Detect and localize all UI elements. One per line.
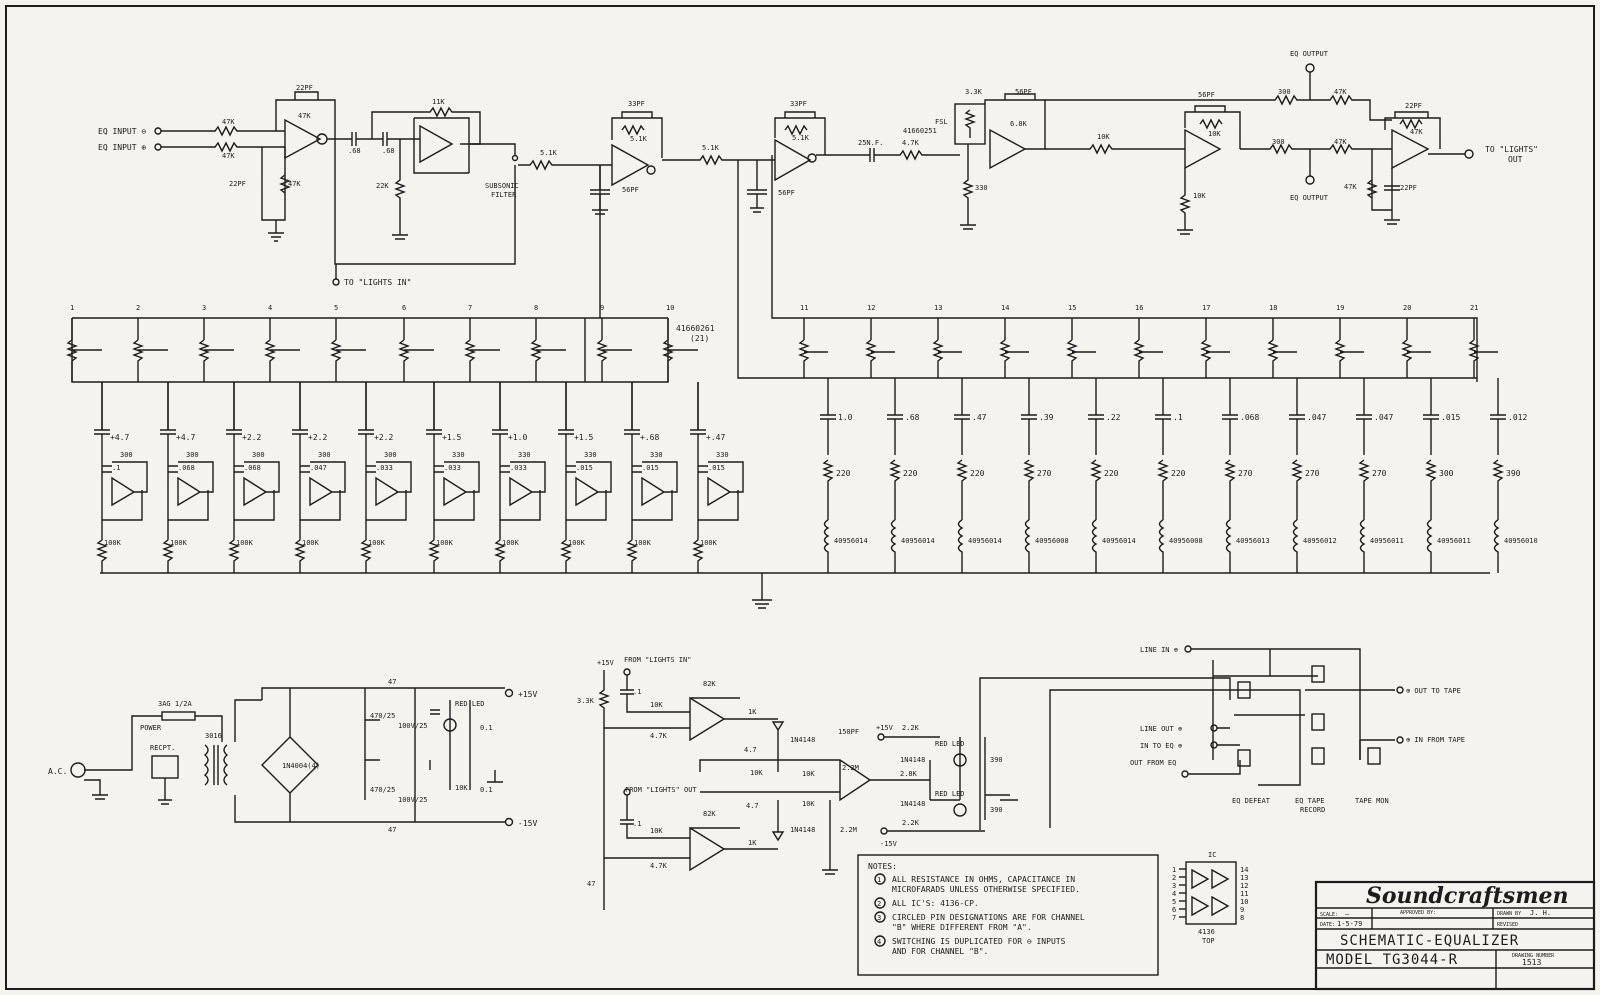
eq-band-17 xyxy=(1202,304,1270,573)
svg-text:47: 47 xyxy=(388,678,397,686)
band-res-value: 220 xyxy=(970,469,985,478)
svg-text:390: 390 xyxy=(990,756,1003,764)
eq-bands-right xyxy=(800,304,1538,573)
band-cap-value: .012 xyxy=(1508,413,1528,422)
svg-text:10K: 10K xyxy=(802,800,815,808)
svg-text:10K: 10K xyxy=(1097,133,1110,141)
svg-text:5.1K: 5.1K xyxy=(540,149,557,157)
band-number: 17 xyxy=(1202,304,1211,312)
band-cap-value: +1.5 xyxy=(574,433,594,442)
band-res-value: 390 xyxy=(1506,469,1521,478)
note-line: AND FOR CHANNEL "B". xyxy=(892,947,989,956)
svg-text:12: 12 xyxy=(1240,882,1249,890)
drawing-title: SCHEMATIC-EQUALIZER xyxy=(1340,933,1520,949)
svg-text:5.1K: 5.1K xyxy=(630,135,647,143)
svg-text:2: 2 xyxy=(1172,874,1177,882)
band-cap-value: +1.5 xyxy=(442,433,462,442)
svg-text:DATE:: DATE: xyxy=(1320,922,1336,928)
in-from-tape-label: ⊕ IN FROM TAPE xyxy=(1406,736,1466,744)
svg-text:47: 47 xyxy=(587,880,596,888)
eq-band-12 xyxy=(867,304,935,573)
svg-text:4: 4 xyxy=(1172,890,1177,898)
eq-band-4 xyxy=(266,304,345,573)
svg-text:IC: IC xyxy=(1208,851,1217,859)
eq-band-6 xyxy=(400,304,479,573)
band-res-value: 270 xyxy=(1372,469,1387,478)
opamp-input xyxy=(285,120,320,158)
svg-text:10K: 10K xyxy=(650,827,663,835)
eq-band-8 xyxy=(532,304,611,573)
band-number: 1 xyxy=(70,304,75,312)
band-number: 12 xyxy=(867,304,876,312)
svg-text:56PF: 56PF xyxy=(622,186,639,194)
svg-text:RECPT.: RECPT. xyxy=(150,744,176,752)
svg-text:(21): (21) xyxy=(690,334,710,343)
svg-text:11: 11 xyxy=(1240,890,1249,898)
svg-text:RED LED: RED LED xyxy=(455,700,485,708)
band-number: 8 xyxy=(534,304,539,312)
svg-text:56PF: 56PF xyxy=(1015,88,1032,96)
band-inductor-value: 40956011 xyxy=(1370,537,1404,545)
band-number: 20 xyxy=(1403,304,1412,312)
svg-text:300: 300 xyxy=(384,451,397,459)
eq-bands-left xyxy=(68,304,743,573)
svg-text:470/25: 470/25 xyxy=(370,786,396,794)
band-res-value: 100K xyxy=(236,539,253,547)
svg-text:11K: 11K xyxy=(432,98,445,106)
svg-text:5.1K: 5.1K xyxy=(702,144,719,152)
svg-text:1N4148: 1N4148 xyxy=(790,826,816,834)
svg-text:2: 2 xyxy=(877,900,882,908)
svg-text:100V/25: 100V/25 xyxy=(398,722,428,730)
svg-text:330: 330 xyxy=(650,451,663,459)
band-res-value: 100K xyxy=(170,539,187,547)
note-line: CIRCLED PIN DESIGNATIONS ARE FOR CHANNEL xyxy=(892,913,1085,922)
band-inductor-value: 40956014 xyxy=(968,537,1002,545)
svg-text:.68: .68 xyxy=(382,147,395,155)
svg-text:14: 14 xyxy=(1240,866,1249,874)
band-inductor-value: 40956014 xyxy=(1102,537,1136,545)
band-cap-value: +1.0 xyxy=(508,433,528,442)
band-number: 14 xyxy=(1001,304,1010,312)
svg-text:+15V: +15V xyxy=(597,659,614,667)
svg-text:10K: 10K xyxy=(1193,192,1206,200)
svg-text:47K: 47K xyxy=(1334,88,1347,96)
svg-text:5.1K: 5.1K xyxy=(792,134,809,142)
ac-label: A.C. xyxy=(48,767,68,776)
svg-text:22PF: 22PF xyxy=(1405,102,1422,110)
svg-text:SCALE:: SCALE: xyxy=(1320,912,1339,918)
band-cap-value: .39 xyxy=(1039,413,1054,422)
svg-text:300: 300 xyxy=(252,451,265,459)
svg-text:300: 300 xyxy=(318,451,331,459)
band-cap-value: .047 xyxy=(1307,413,1327,422)
svg-text:5: 5 xyxy=(1172,898,1177,906)
svg-text:.033: .033 xyxy=(376,464,393,472)
eq-band-10 xyxy=(664,304,743,573)
svg-text:9: 9 xyxy=(1240,906,1245,914)
title-block xyxy=(1316,882,1594,989)
eq-band-3 xyxy=(200,304,279,573)
svg-text:.033: .033 xyxy=(510,464,527,472)
svg-text:RED LED: RED LED xyxy=(935,790,965,798)
svg-text:FSL: FSL xyxy=(935,118,948,126)
svg-text:47K: 47K xyxy=(1334,138,1347,146)
svg-text:41660251: 41660251 xyxy=(903,127,937,135)
band-inductor-value: 40956014 xyxy=(834,537,868,545)
svg-text:4.7: 4.7 xyxy=(746,802,759,810)
svg-text:47K: 47K xyxy=(1344,183,1357,191)
svg-text:10K: 10K xyxy=(802,770,815,778)
eq-tape-label: EQ TAPE xyxy=(1295,797,1325,805)
band-cap-value: +2.2 xyxy=(374,433,394,442)
svg-text:REVISED: REVISED xyxy=(1497,922,1519,928)
svg-text:0.1: 0.1 xyxy=(480,724,493,732)
svg-text:2.2M: 2.2M xyxy=(840,826,857,834)
svg-text:1: 1 xyxy=(1172,866,1177,874)
filter-label: FILTER xyxy=(491,191,517,199)
band-number: 13 xyxy=(934,304,943,312)
svg-text:2.2K: 2.2K xyxy=(902,724,919,732)
eq-band-13 xyxy=(934,304,1002,573)
note-line: "B" WHERE DIFFERENT FROM "A". xyxy=(892,923,1032,932)
svg-text:1K: 1K xyxy=(748,839,757,847)
svg-text:390: 390 xyxy=(990,806,1003,814)
svg-text:330: 330 xyxy=(975,184,988,192)
band-res-value: 220 xyxy=(903,469,918,478)
band-res-value: 100K xyxy=(302,539,319,547)
svg-text:1N4004(4): 1N4004(4) xyxy=(282,762,320,770)
note-line: MICROFARADS UNLESS OTHERWISE SPECIFIED. xyxy=(892,885,1080,894)
band-inductor-value: 40956008 xyxy=(1169,537,1203,545)
svg-text:1N4148: 1N4148 xyxy=(790,736,816,744)
eq-defeat-label: EQ DEFEAT xyxy=(1232,797,1270,805)
svg-text:+15V: +15V xyxy=(876,724,893,732)
svg-text:.015: .015 xyxy=(642,464,659,472)
svg-text:150PF: 150PF xyxy=(838,728,860,736)
svg-text:25N.F.: 25N.F. xyxy=(858,139,884,147)
svg-text:1N4148: 1N4148 xyxy=(900,756,926,764)
svg-text:10K: 10K xyxy=(1208,130,1221,138)
tape-switching xyxy=(980,646,1465,830)
svg-text:3016: 3016 xyxy=(205,732,222,740)
band-res-value: 100K xyxy=(502,539,519,547)
eq-band-20 xyxy=(1403,304,1471,573)
svg-text:OUT: OUT xyxy=(1508,155,1523,164)
eq-output-bot-label: EQ OUTPUT xyxy=(1290,194,1328,202)
eq-input-neg-label: EQ INPUT ⊖ xyxy=(98,127,147,136)
svg-text:1-5-79: 1-5-79 xyxy=(1337,920,1363,928)
svg-text:56PF: 56PF xyxy=(1198,91,1215,99)
svg-text:.047: .047 xyxy=(310,464,327,472)
svg-text:300: 300 xyxy=(1278,88,1291,96)
band-res-value: 100K xyxy=(568,539,585,547)
svg-text:.068: .068 xyxy=(244,464,261,472)
band-res-value: 220 xyxy=(836,469,851,478)
svg-text:6: 6 xyxy=(1172,906,1177,914)
band-number: 19 xyxy=(1336,304,1345,312)
svg-text:13: 13 xyxy=(1240,874,1249,882)
svg-text:3: 3 xyxy=(1172,882,1177,890)
svg-text:330: 330 xyxy=(716,451,729,459)
svg-text:.1: .1 xyxy=(633,820,642,828)
band-inductor-value: 40956008 xyxy=(1035,537,1069,545)
band-cap-value: .47 xyxy=(972,413,987,422)
svg-text:2.8K: 2.8K xyxy=(900,770,917,778)
svg-text:1K: 1K xyxy=(748,708,757,716)
eq-band-14 xyxy=(1001,304,1069,573)
band-number: 16 xyxy=(1135,304,1144,312)
svg-text:22PF: 22PF xyxy=(1400,184,1417,192)
svg-text:-15V: -15V xyxy=(880,840,897,848)
band-number: 15 xyxy=(1068,304,1077,312)
svg-text:300: 300 xyxy=(186,451,199,459)
company-logo: Soundcraftsmen xyxy=(1366,883,1569,909)
svg-text:J. H.: J. H. xyxy=(1530,909,1552,917)
notes-box xyxy=(858,855,1158,975)
svg-text:470/25: 470/25 xyxy=(370,712,396,720)
band-cap-value: +2.2 xyxy=(308,433,328,442)
eq-band-2 xyxy=(134,304,213,573)
svg-text:10K: 10K xyxy=(750,769,763,777)
band-cap-value: .015 xyxy=(1441,413,1461,422)
eq-output-top-label: EQ OUTPUT xyxy=(1290,50,1328,58)
svg-text:330: 330 xyxy=(584,451,597,459)
band-res-value: 100K xyxy=(368,539,385,547)
svg-text:3AG 1/2A: 3AG 1/2A xyxy=(158,700,192,708)
svg-text:4.7K: 4.7K xyxy=(902,139,919,147)
svg-text:47K: 47K xyxy=(222,152,235,160)
svg-text:300: 300 xyxy=(1272,138,1285,146)
band-number: 21 xyxy=(1470,304,1479,312)
band-cap-value: .068 xyxy=(1240,413,1260,422)
band-res-value: 100K xyxy=(436,539,453,547)
out-to-tape-label: ⊕ OUT TO TAPE xyxy=(1406,687,1461,695)
band-res-value: 270 xyxy=(1238,469,1253,478)
svg-text:—: — xyxy=(1345,910,1350,918)
svg-text:1N4148: 1N4148 xyxy=(900,800,926,808)
svg-text:.1: .1 xyxy=(633,688,642,696)
band-res-value: 220 xyxy=(1104,469,1119,478)
input-stage xyxy=(98,50,1538,287)
svg-text:10: 10 xyxy=(1240,898,1249,906)
eq-band-9 xyxy=(598,304,677,573)
svg-text:RED LED: RED LED xyxy=(935,740,965,748)
svg-text:47: 47 xyxy=(388,826,397,834)
eq-band-5 xyxy=(332,304,411,573)
svg-text:33PF: 33PF xyxy=(790,100,807,108)
band-cap-value: +4.7 xyxy=(110,433,130,442)
minus-15v-label: -15V xyxy=(518,819,538,828)
eq-band-15 xyxy=(1068,304,1136,573)
band-cap-value: +.68 xyxy=(640,433,660,442)
svg-text:4: 4 xyxy=(877,938,882,946)
svg-text:56PF: 56PF xyxy=(778,189,795,197)
svg-text:8: 8 xyxy=(1240,914,1245,922)
svg-text:3.3K: 3.3K xyxy=(577,697,594,705)
band-number: 10 xyxy=(666,304,675,312)
band-res-value: 100K xyxy=(700,539,717,547)
band-number: 5 xyxy=(334,304,339,312)
svg-text:4136: 4136 xyxy=(1198,928,1215,936)
svg-text:.68: .68 xyxy=(348,147,361,155)
svg-text:APPROVED BY:: APPROVED BY: xyxy=(1400,910,1437,916)
svg-text:DRAWN BY: DRAWN BY xyxy=(1497,911,1522,917)
band-cap-value: .68 xyxy=(905,413,920,422)
record-label: RECORD xyxy=(1300,806,1326,814)
band-res-value: 220 xyxy=(1171,469,1186,478)
band-cap-value: .22 xyxy=(1106,413,1121,422)
eq-band-19 xyxy=(1336,304,1404,573)
ic-pinout xyxy=(1172,851,1248,945)
to-lights-out-label: TO "LIGHTS" xyxy=(1485,145,1538,154)
eq-band-1 xyxy=(68,304,147,573)
band-cap-value: .1 xyxy=(1173,413,1183,422)
band-res-value: 100K xyxy=(634,539,651,547)
band-res-value: 270 xyxy=(1037,469,1052,478)
svg-text:.015: .015 xyxy=(576,464,593,472)
band-inductor-value: 40956011 xyxy=(1437,537,1471,545)
svg-text:10K: 10K xyxy=(650,701,663,709)
svg-text:330: 330 xyxy=(518,451,531,459)
svg-text:.033: .033 xyxy=(444,464,461,472)
band-number: 4 xyxy=(268,304,273,312)
drawing-number: 1513 xyxy=(1522,958,1542,967)
svg-text:DRAWING NUMBER: DRAWING NUMBER xyxy=(1512,953,1555,959)
tape-mon-label: TAPE MON xyxy=(1355,797,1389,805)
svg-text:3: 3 xyxy=(877,914,882,922)
svg-text:4.7K: 4.7K xyxy=(650,732,667,740)
lights-driver xyxy=(577,656,1018,910)
band-cap-value: +4.7 xyxy=(176,433,196,442)
line-out-label: LINE OUT ⊕ xyxy=(1140,725,1183,733)
svg-text:6.8K: 6.8K xyxy=(1010,120,1027,128)
svg-text:100V/25: 100V/25 xyxy=(398,796,428,804)
plus-15v-label: +15V xyxy=(518,690,538,699)
svg-text:10K: 10K xyxy=(455,784,468,792)
band-cap-value: +.47 xyxy=(706,433,726,442)
svg-text:33PF: 33PF xyxy=(628,100,645,108)
eq-band-16 xyxy=(1135,304,1203,573)
svg-text:FROM "LIGHTS" OUT: FROM "LIGHTS" OUT xyxy=(625,786,697,794)
svg-text:82K: 82K xyxy=(703,810,716,818)
notes-heading: NOTES: xyxy=(868,862,897,871)
band-number: 3 xyxy=(202,304,207,312)
from-lights-in-label: FROM "LIGHTS IN" xyxy=(624,656,692,664)
band-res-value: 270 xyxy=(1305,469,1320,478)
band-inductor-value: 40956012 xyxy=(1303,537,1337,545)
note-line: ALL RESISTANCE IN OHMS, CAPACITANCE IN xyxy=(892,875,1076,884)
band-number: 18 xyxy=(1269,304,1278,312)
svg-text:0.1: 0.1 xyxy=(480,786,493,794)
eq-input-pos-label: EQ INPUT ⊕ xyxy=(98,143,147,152)
svg-text:.1: .1 xyxy=(112,464,121,472)
svg-text:3.3K: 3.3K xyxy=(965,88,982,96)
svg-text:47K: 47K xyxy=(1410,128,1423,136)
svg-text:POWER: POWER xyxy=(140,724,162,732)
band-inductor-value: 40956010 xyxy=(1504,537,1538,545)
note-line: SWITCHING IS DUPLICATED FOR ⊖ INPUTS xyxy=(892,937,1066,946)
to-lights-in-label: TO "LIGHTS IN" xyxy=(344,278,412,287)
note-line: ALL IC'S: 4136-CP. xyxy=(892,899,979,908)
band-number: 2 xyxy=(136,304,141,312)
svg-text:300: 300 xyxy=(120,451,133,459)
svg-text:.015: .015 xyxy=(708,464,725,472)
eq-band-7 xyxy=(466,304,545,573)
svg-text:4.7: 4.7 xyxy=(744,746,757,754)
subsonic-label: SUBSONIC xyxy=(485,182,519,190)
svg-text:47K: 47K xyxy=(298,112,311,120)
svg-text:22PF: 22PF xyxy=(229,180,246,188)
band-inductor-value: 40956013 xyxy=(1236,537,1270,545)
model-number: MODEL TG3044-R xyxy=(1326,952,1459,968)
svg-text:330: 330 xyxy=(452,451,465,459)
eq-band-21 xyxy=(1470,304,1538,573)
svg-text:47K: 47K xyxy=(222,118,235,126)
svg-text:TOP: TOP xyxy=(1202,937,1215,945)
out-from-eq-label: OUT FROM EQ xyxy=(1130,759,1177,767)
svg-text:4.7K: 4.7K xyxy=(650,862,667,870)
svg-text:7: 7 xyxy=(1172,914,1177,922)
svg-text:22K: 22K xyxy=(376,182,389,190)
band-number: 6 xyxy=(402,304,407,312)
line-in-label: LINE IN ⊕ xyxy=(1140,646,1178,654)
band-cap-value: +2.2 xyxy=(242,433,262,442)
svg-text:22PF: 22PF xyxy=(296,84,313,92)
svg-text:47K: 47K xyxy=(288,180,301,188)
eq-band-18 xyxy=(1269,304,1337,573)
band-number: 11 xyxy=(800,304,809,312)
band-number: 9 xyxy=(600,304,605,312)
svg-text:2.2M: 2.2M xyxy=(842,764,859,772)
band-res-value: 300 xyxy=(1439,469,1454,478)
band-inductor-value: 40956014 xyxy=(901,537,935,545)
band-number: 7 xyxy=(468,304,473,312)
svg-text:.068: .068 xyxy=(178,464,195,472)
svg-text:82K: 82K xyxy=(703,680,716,688)
svg-text:2.2K: 2.2K xyxy=(902,819,919,827)
svg-text:1: 1 xyxy=(877,876,882,884)
band-cap-value: 1.0 xyxy=(838,413,853,422)
eq-band-11 xyxy=(800,304,868,573)
power-supply xyxy=(48,678,537,834)
band-cap-value: .047 xyxy=(1374,413,1394,422)
in-to-eq-label: IN TO EQ ⊕ xyxy=(1140,742,1183,750)
band-res-value: 100K xyxy=(104,539,121,547)
svg-text:41660261: 41660261 xyxy=(676,324,715,333)
